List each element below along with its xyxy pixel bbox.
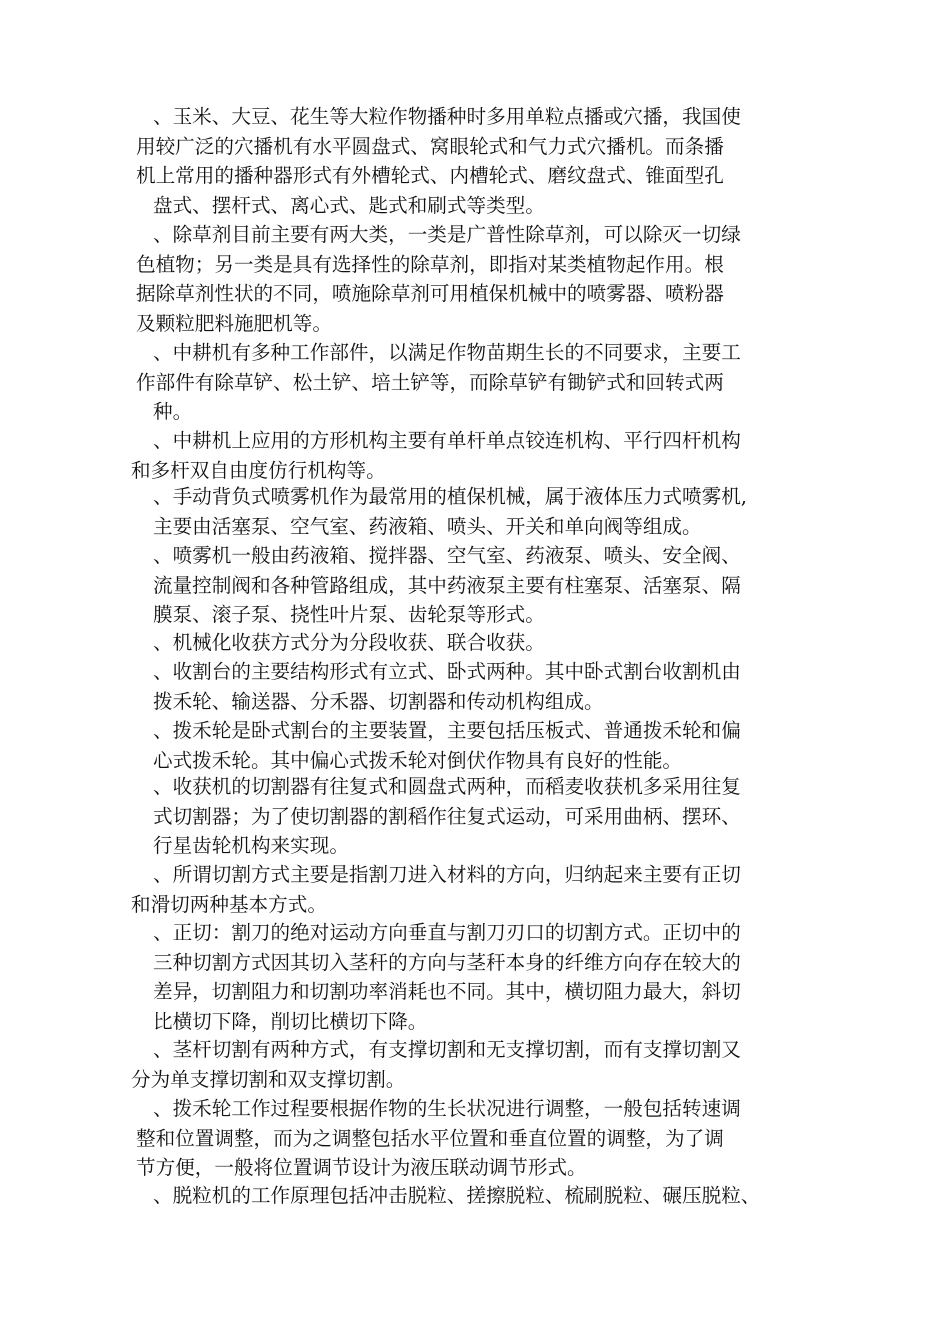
text-line: 差异，切割阻力和切割功率消耗也不同。其中，横切阻力最大，斜切 xyxy=(153,980,741,1003)
text-line: 及颗粒肥料施肥机等。 xyxy=(136,311,332,335)
text-line: 、手动背负式喷雾机作为最常用的植保机械，属于液体压力式喷雾机, xyxy=(153,485,748,508)
text-line: 种。 xyxy=(153,400,193,423)
text-line: 、正切：割刀的绝对运动方向垂直与割刀刃口的切割方式。正切中的 xyxy=(153,921,741,944)
text-line: 、中耕机上应用的方形机构主要有单杆单点铰连机构、平行四杆机构 xyxy=(153,429,741,452)
text-line: 和多杆双自由度仿行机构等。 xyxy=(131,458,386,482)
text-line: 、收获机的切割器有往复式和圆盘式两种，而稻麦收获机多采用往复 xyxy=(153,775,741,798)
text-line: 整和位置调整，而为之调整包括水平位置和垂直位置的调整，为了调 xyxy=(136,1126,724,1150)
text-line: 用较广泛的穴播机有水平圆盘式、窝眼轮式和气力式穴播机。而条播 xyxy=(136,134,724,158)
text-line: 、脱粒机的工作原理包括冲击脱粒、搓擦脱粒、梳刷脱粒、碾压脱粒、 xyxy=(153,1184,761,1207)
text-line: 膜泵、滚子泵、挠性叶片泵、齿轮泵等形式。 xyxy=(153,603,545,626)
text-line: 、拨禾轮工作过程要根据作物的生长状况进行调整，一般包括转速调 xyxy=(153,1097,741,1120)
text-line: 盘式、摆杆式、离心式、匙式和刷式等类型。 xyxy=(153,193,545,217)
text-line: 、中耕机有多种工作部件，以满足作物苗期生长的不同要求，主要工 xyxy=(153,341,741,364)
text-line: 、除草剂目前主要有两大类，一类是广普性除草剂，可以除灭一切绿 xyxy=(153,223,741,246)
text-line: 、喷雾机一般由药液箱、搅拌器、空气室、药液泵、喷头、安全阀、 xyxy=(153,544,741,567)
text-line: 节方便，一般将位置调节设计为液压联动调节形式。 xyxy=(136,1156,587,1179)
text-line: 流量控制阀和各种管路组成，其中药液泵主要有柱塞泵、活塞泵、隔 xyxy=(153,573,741,597)
text-line: 心式拨禾轮。其中偏心式拨禾轮对倒伏作物具有良好的性能。 xyxy=(153,748,683,772)
text-line: 和滑切两种基本方式。 xyxy=(131,892,327,916)
text-line: 、玉米、大豆、花生等大粒作物播种时多用单粒点播或穴播，我国使 xyxy=(153,105,741,128)
text-line: 拨禾轮、输送器、分禾器、切割器和传动机构组成。 xyxy=(153,689,604,713)
text-line: 行星齿轮机构来实现。 xyxy=(153,834,349,857)
text-line: 分为单支撑切割和双支撑切割。 xyxy=(131,1067,406,1091)
text-line: 式切割器；为了使切割器的割稻作往复式运动，可采用曲柄、摆环、 xyxy=(153,804,741,828)
text-line: 、收割台的主要结构形式有立式、卧式两种。其中卧式割台收割机由 xyxy=(153,660,741,683)
text-line: 色植物；另一类是具有选择性的除草剂，即指对某类植物起作用。根 xyxy=(136,252,724,276)
text-line: 、拨禾轮是卧式割台的主要装置，主要包括压板式、普通拨禾轮和偏 xyxy=(153,719,741,742)
text-line: 作部件有除草铲、松土铲、培土铲等，而除草铲有锄铲式和回转式两 xyxy=(136,370,724,394)
text-line: 、机械化收获方式分为分段收获、联合收获。 xyxy=(153,631,545,654)
text-line: 三种切割方式因其切入茎秆的方向与茎秆本身的纤维方向存在较大的 xyxy=(153,950,741,974)
text-line: 、所谓切割方式主要是指割刀进入材料的方向，归纳起来主要有正切 xyxy=(153,863,741,886)
text-line: 比横切下降，削切比横切下降。 xyxy=(153,1009,428,1033)
text-line: 、茎杆切割有两种方式，有支撑切割和无支撑切割，而有支撑切割又 xyxy=(153,1038,741,1061)
text-line: 机上常用的播种器形式有外槽轮式、内槽轮式、磨纹盘式、锥面型孔 xyxy=(136,164,724,187)
text-line: 主要由活塞泵、空气室、药液箱、喷头、开关和单向阀等组成。 xyxy=(153,514,702,538)
text-line: 据除草剂性状的不同，喷施除草剂可用植保机械中的喷雾器、喷粉器 xyxy=(136,282,724,305)
